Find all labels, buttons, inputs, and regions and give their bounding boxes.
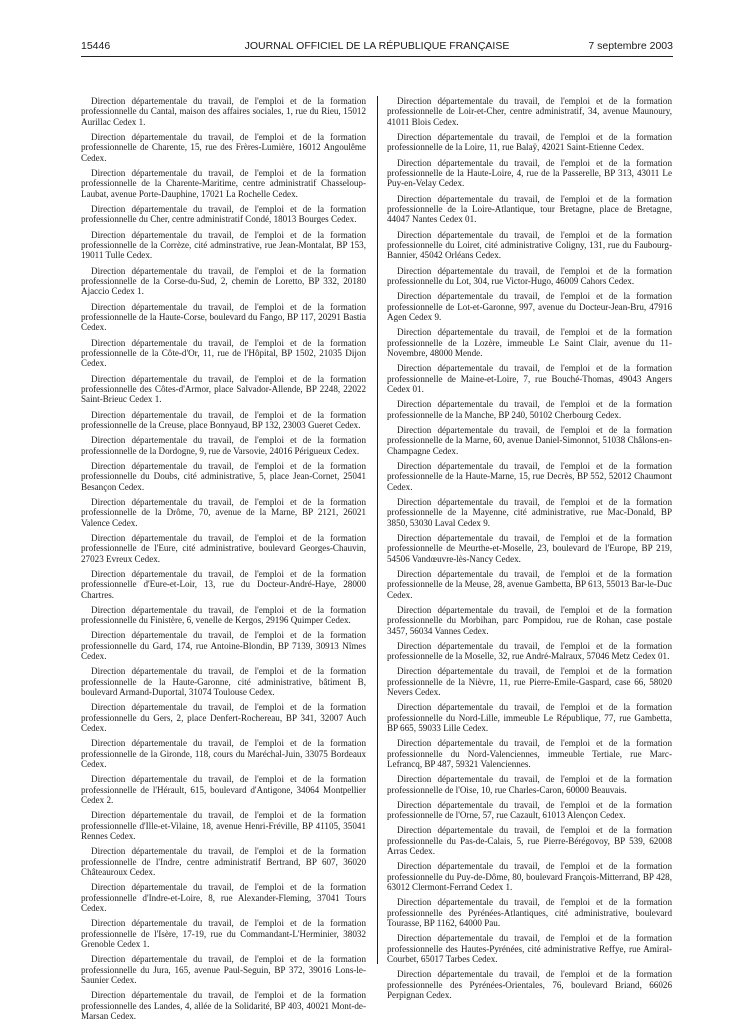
address-entry: Direction départementale du travail, de l'emploi et de la formation professionnelle de Maine-et-Loire, 7, rue Bouché-Thomas, 49043 Angers Cedex 01. (387, 363, 672, 394)
address-entry: Direction départementale du travail, de l'emploi et de la formation professionnelle du Jura, 165, avenue Paul-Seguin, BP 372, 39016 Lons-le-Saunier Cedex. (81, 954, 366, 986)
page-header (81, 40, 673, 56)
address-entry: Direction départementale du travail, de l'emploi et de la formation professionnelle d'Ille-et-Vilaine, 18, avenue Henri-Fréville, BP 41105, 35041 Rennes Cedex. (81, 810, 366, 842)
address-entry: Direction départementale du travail, de l'emploi et de la formation professionnelle du Morbihan, parc Pompidou, rue de Rohan, case postale 3457, 56034 Vannes Cedex. (387, 604, 672, 636)
address-entry: Direction départementale du travail, de l'emploi et de la formation professionnelle de la Marne, 60, avenue Daniel-Simonnot, 51038 Châlons-en-Champagne Cedex. (387, 424, 672, 456)
address-entry: Direction départementale du travail, de l'emploi et de la formation professionnelle de la Corse-du-Sud, 2, chemin de Loretto, BP 332, 20180 Ajaccio Cedex 1. (81, 265, 366, 297)
address-entry: Direction départementale du travail, de l'emploi et de la formation professionnelle de l'Eure, cité administrative, boulevard Georges-Chauvin, 27023 Evreux Cedex. (81, 532, 366, 564)
address-entry: Direction départementale du travail, de l'emploi et de la formation professionnelle de l'Oise, 10, rue Charles-Caron, 60000 Beauvais. (387, 774, 672, 795)
address-entry: Direction départementale du travail, de l'emploi et de la formation professionnelle de l'Isère, 17-19, rue du Commandant-L'Herminier, 38032 Grenoble Cedex 1. (81, 918, 366, 950)
address-entry: Direction départementale du travail, de l'emploi et de la formation professionnelle de la Dordogne, 9, rue de Varsovie, 24016 Périgueux Cedex. (81, 435, 366, 456)
page-number: 15446 (81, 40, 111, 52)
address-entry: Direction départementale du travail, de l'emploi et de la formation professionnelle du Cantal, maison des affaires sociales, 1, rue du Rieu, 15012 Aurillac Cedex 1. (81, 96, 366, 127)
address-entry: Direction départementale du travail, de l'emploi et de la formation professionnelle de la Lozère, immeuble Le Saint Clair, avenue du 11-Novembre, 48000 Mende. (387, 327, 672, 358)
address-entry: Direction départementale du travail, de l'emploi et de la formation professionnelle de la Haute-Corse, boulevard du Fango, BP 117, 20291 Bastia Cedex. (81, 301, 366, 333)
address-entry: Direction départementale du travail, de l'emploi et de la formation professionnelle des Hautes-Pyrénées, cité administrative Reffye, rue Amiral-Courbet, 65017 Tarbes Cedex. (387, 933, 672, 965)
address-entry: Direction départementale du travail, de l'emploi et de la formation professionnelle de la Corrèze, cité adminstrative, rue Jean-Montalat, BP 153, 19011 Tulle Cedex. (81, 229, 366, 261)
address-entry: Direction départementale du travail, de l'emploi et de la formation professionnelle de l'Indre, centre administratif Bertrand, BP 607, 36020 Châteauroux Cedex. (81, 846, 366, 878)
address-entry: Direction départementale du travail, de l'emploi et de la formation professionnelle des Landes, 4, allée de la Solidarité, BP 403, 40021 Mont-de-Marsan Cedex. (81, 990, 366, 1022)
address-entry: Direction départementale du travail, de l'emploi et de la formation professionnelle de la Manche, BP 240, 50102 Cherbourg Cedex. (387, 399, 672, 420)
address-entry: Direction départementale du travail, de l'emploi et de la formation professionnelle du Nord-Lille, immeuble Le République, 77, rue Gambetta, BP 665, 59033 Lille Cedex. (387, 702, 672, 734)
address-entry: Direction départementale du travail, de l'emploi et de la formation professionnelle des Pyrénées-Orientales, 76, boulevard Briand, 66026 Perpignan Cedex. (387, 969, 672, 1001)
address-entry: Direction départementale du travail, de l'emploi et de la formation professionnelle du Puy-de-Dôme, 80, boulevard François-Mitterrand, BP 428, 63012 Clermont-Ferrand Cedex 1. (387, 861, 672, 893)
address-entry: Direction départementale du travail, de l'emploi et de la formation professionnelle du Cher, centre administratif Condé, 18013 Bourges Cedex. (81, 204, 366, 225)
address-entry: Direction départementale du travail, de l'emploi et de la formation professionnelle de la Loire, 11, rue Balaÿ, 42021 Saint-Etienne Cedex. (387, 132, 672, 153)
address-entry: Direction départementale du travail, de l'emploi et de la formation professionnelle de Loir-et-Cher, centre administratif, 34, avenue Maunoury, 41011 Blois Cedex. (387, 96, 672, 127)
right-column (387, 96, 672, 1005)
address-entry: Direction départementale du travail, de l'emploi et de la formation professionnelle de la Creuse, place Bonnyaud, BP 132, 23003 Gueret Cedex. (81, 409, 366, 430)
address-entry: Direction départementale du travail, de l'emploi et de la formation professionnelle de la Mayenne, cité administrative, rue Mac-Donald, BP 3850, 53030 Laval Cedex 9. (387, 496, 672, 528)
address-entry: Direction départementale du travail, de l'emploi et de la formation professionnelle de la Haute-Marne, 15, rue Decrès, BP 552, 52012 Chaumont Cedex. (387, 460, 672, 492)
address-entry: Direction départementale du travail, de l'emploi et de la formation professionnelle de Lot-et-Garonne, 997, avenue du Docteur-Jean-Bru, 47916 Agen Cedex 9. (387, 291, 672, 322)
left-column (81, 96, 366, 1026)
address-entry: Direction départementale du travail, de l'emploi et de la formation professionnelle d'Eure-et-Loir, 13, rue du Docteur-André-Haye, 28000 Chartres. (81, 568, 366, 600)
journal-title: JOURNAL OFFICIEL DE LA RÉPUBLIQUE FRANÇAISE (244, 40, 510, 52)
column-divider (377, 96, 378, 964)
address-entry: Direction départementale du travail, de l'emploi et de la formation professionnelle de la Nièvre, 11, rue Pierre-Emile-Gaspard, case 66, 58020 Nevers Cedex. (387, 666, 672, 698)
address-entry: Direction départementale du travail, de l'emploi et de la formation professionnelle de la Loire-Atlantique, tour Bretagne, place de Bretagne, 44047 Nantes Cedex 01. (387, 193, 672, 225)
header-rule (81, 56, 673, 57)
address-entry: Direction départementale du travail, de l'emploi et de la formation professionnelle de Charente, 15, rue des Frères-Lumière, 16012 Angoulême Cedex. (81, 132, 366, 163)
issue-date: 7 septembre 2003 (588, 40, 673, 52)
address-entry: Direction départementale du travail, de l'emploi et de la formation professionnelle de la Haute-Garonne, cité administrative, bâtiment B, boulevard Armand-Duportal, 31074 Toulouse Cedex. (81, 666, 366, 698)
address-entry: Direction départementale du travail, de l'emploi et de la formation professionnelle du Finistère, 6, venelle de Kergos, 29196 Quimper Cedex. (81, 604, 366, 626)
address-entry: Direction départementale du travail, de l'emploi et de la formation professionnelle du Nord-Valenciennes, immeuble Tertiale, rue Marc-Lefrancq, BP 487, 59321 Valenciennes. (387, 738, 672, 770)
address-entry: Direction départementale du travail, de l'emploi et de la formation professionnelle du Doubs, cité administrative, 5, place Jean-Cornet, 25041 Besançon Cedex. (81, 460, 366, 492)
address-entry: Direction départementale du travail, de l'emploi et de la formation professionnelle du Loiret, cité administrative Coligny, 131, rue du Faubourg-Bannier, 45042 Orléans Cedex. (387, 229, 672, 261)
address-entry: Direction départementale du travail, de l'emploi et de la formation professionnelle du Gard, 174, rue Antoine-Blondin, BP 7139, 30913 Nîmes Cedex. (81, 630, 366, 662)
address-entry: Direction départementale du travail, de l'emploi et de la formation professionnelle de l'Hérault, 615, boulevard d'Antigone, 34064 Montpellier Cedex 2. (81, 774, 366, 806)
address-entry: Direction départementale du travail, de l'emploi et de la formation professionnelle du Pas-de-Calais, 5, rue Pierre-Bérégovoy, BP 539, 62008 Arras Cedex. (387, 825, 672, 857)
address-entry: Direction départementale du travail, de l'emploi et de la formation professionnelle de la Gironde, 118, cours du Maréchal-Juin, 33075 Bordeaux Cedex. (81, 738, 366, 770)
address-entry: Direction départementale du travail, de l'emploi et de la formation professionnelle de la Charente-Maritime, centre administratif Chasseloup-Laubat, avenue Porte-Dauphine, 17021 La Rochelle Cedex. (81, 168, 366, 199)
address-entry: Direction départementale du travail, de l'emploi et de la formation professionnelle d'Indre-et-Loire, 8, rue Alexander-Fleming, 37041 Tours Cedex. (81, 882, 366, 914)
address-entry: Direction départementale du travail, de l'emploi et de la formation professionnelle des Pyrénées-Atlantiques, cité administrative, boulevard Tourasse, BP 1162, 64000 Pau. (387, 897, 672, 929)
address-entry: Direction départementale du travail, de l'emploi et de la formation professionnelle de la Drôme, 70, avenue de la Marne, BP 2121, 26021 Valence Cedex. (81, 496, 366, 528)
address-entry: Direction départementale du travail, de l'emploi et de la formation professionnelle de la Moselle, 32, rue André-Malraux, 57046 Metz Cedex 01. (387, 640, 672, 662)
address-entry: Direction départementale du travail, de l'emploi et de la formation professionnelle de l'Orne, 57, rue Cazault, 61013 Alençon Cedex. (387, 799, 672, 821)
address-entry: Direction départementale du travail, de l'emploi et de la formation professionnelle de la Haute-Loire, 4, rue de la Passerelle, BP 313, 43011 Le Puy-en-Velay Cedex. (387, 157, 672, 189)
address-entry: Direction départementale du travail, de l'emploi et de la formation professionnelle du Gers, 2, place Denfert-Rochereau, BP 341, 32007 Auch Cedex. (81, 702, 366, 734)
address-entry: Direction départementale du travail, de l'emploi et de la formation professionnelle de Meurthe-et-Moselle, 23, boulevard de l'Europe, BP 219, 54506 Vandœuvre-lès-Nancy Cedex. (387, 532, 672, 564)
address-entry: Direction départementale du travail, de l'emploi et de la formation professionnelle des Côtes-d'Armor, place Salvador-Allende, BP 2248, 22022 Saint-Brieuc Cedex 1. (81, 373, 366, 405)
address-entry: Direction départementale du travail, de l'emploi et de la formation professionnelle de la Côte-d'Or, 11, rue de l'Hôpital, BP 1502, 21035 Dijon Cedex. (81, 337, 366, 369)
address-entry: Direction départementale du travail, de l'emploi et de la formation professionnelle de la Meuse, 28, avenue Gambetta, BP 613, 55013 Bar-le-Duc Cedex. (387, 568, 672, 600)
address-entry: Direction départementale du travail, de l'emploi et de la formation professionnelle du Lot, 304, rue Victor-Hugo, 46009 Cahors Cedex. (387, 265, 672, 286)
